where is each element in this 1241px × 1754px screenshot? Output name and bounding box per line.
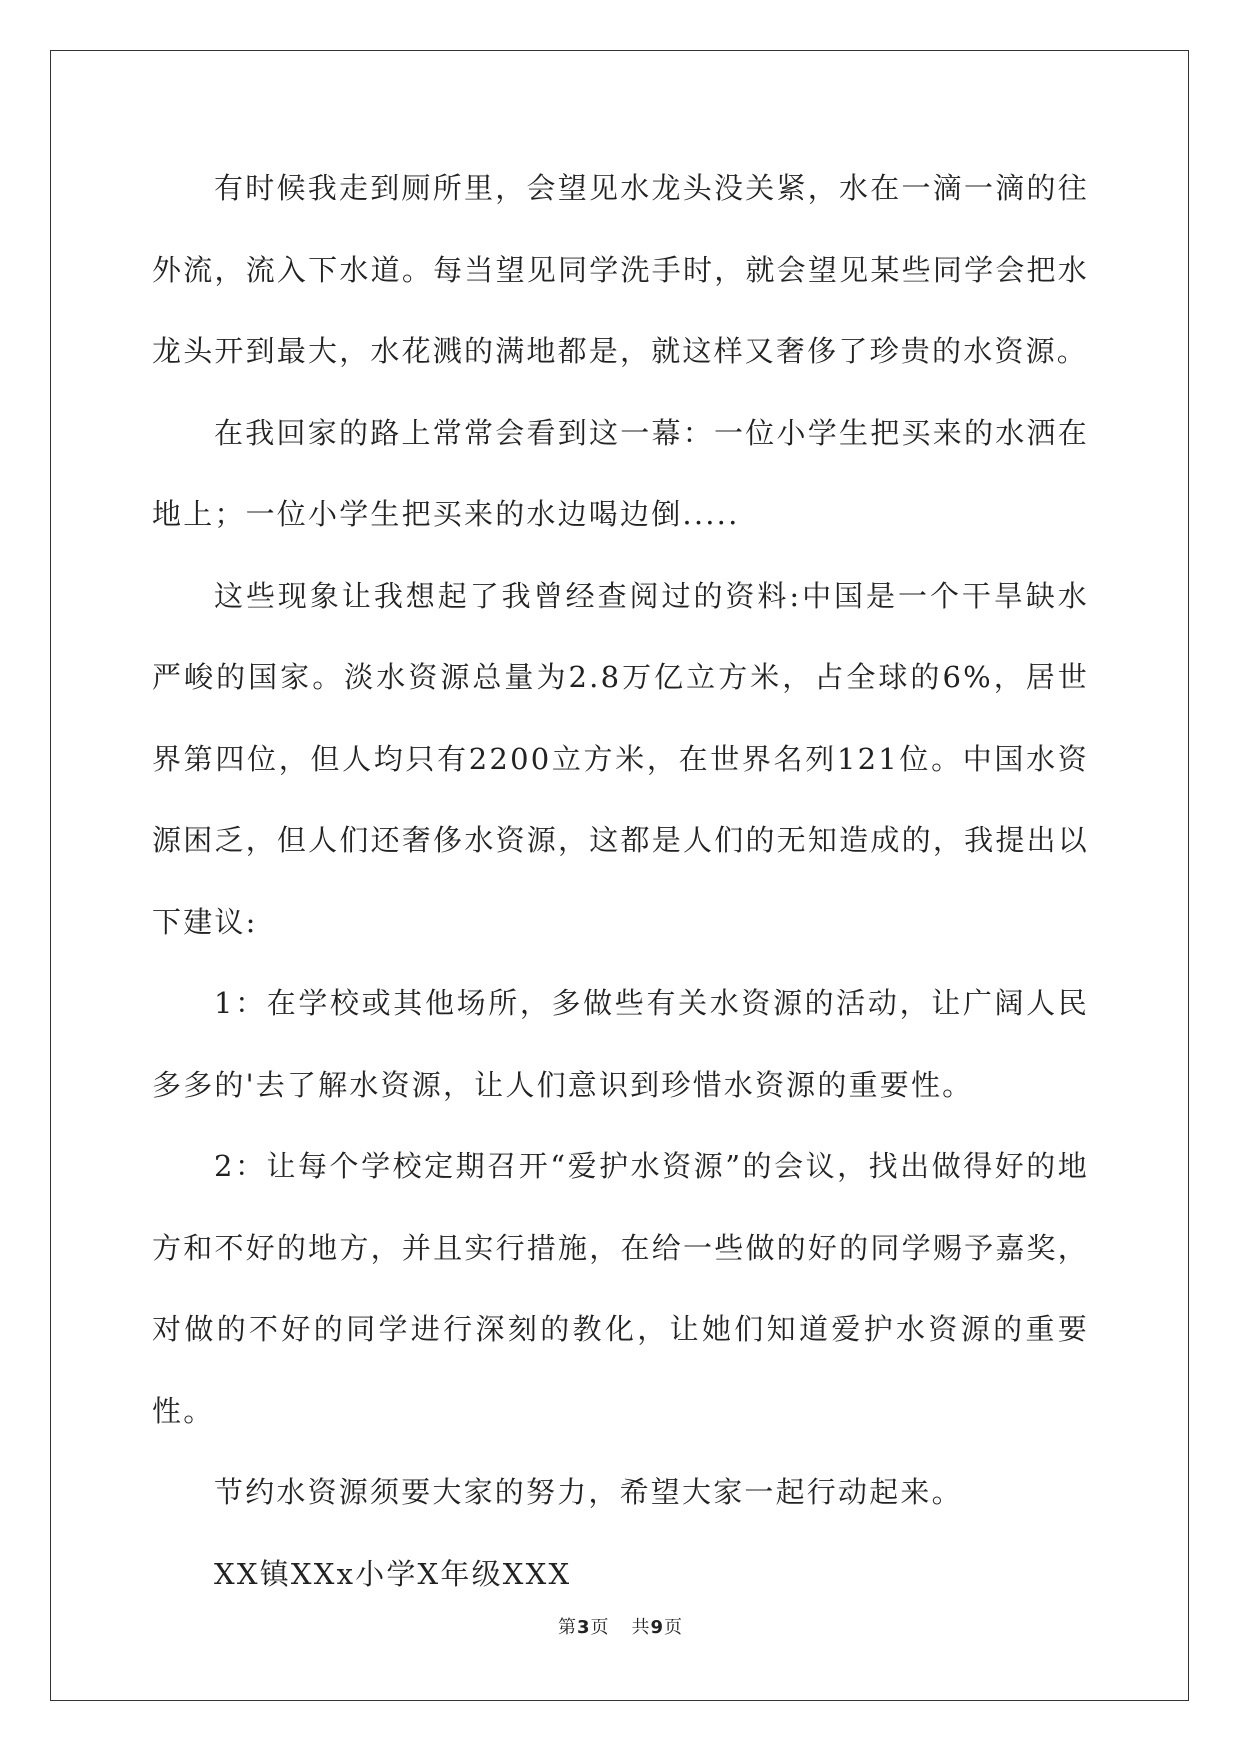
paragraph-suggestion-2: 2：让每个学校定期召开“爱护水资源”的会议，找出做得好的地方和不好的地方，并且实行措施，在给一些做的好的同学赐予嘉奖，对做的不好的同学进行深刻的教化，让她们知道爱护水资源的重要性。: [152, 1149, 1089, 1428]
paragraph-suggestion-1: 1：在学校或其他场所，多做些有关水资源的活动，让广阔人民多多的'去了解水资源，让人们意识到珍惜水资源的重要性。: [152, 986, 1089, 1102]
paragraph-closing: 节约水资源须要大家的努力，希望大家一起行动起来。: [214, 1475, 963, 1509]
footer-page-current: 3: [576, 1617, 591, 1638]
paragraph-signature: XX镇XXx小学X年级XXX: [214, 1556, 572, 1591]
footer-total-suffix: 页: [664, 1617, 684, 1638]
document-body: [152, 148, 1089, 1615]
footer-page-total: 9: [650, 1617, 665, 1638]
footer-total-prefix: 共: [631, 1617, 651, 1638]
paragraph-road: 在我回家的路上常常会看到这一幕：一位小学生把买来的水洒在地上；一位小学生把买来的水边喝边倒.....: [152, 415, 1089, 531]
page-footer: [0, 1613, 1241, 1639]
paragraph-faucet: 有时候我走到厕所里，会望见水龙头没关紧，水在一滴一滴的往外流，流入下水道。每当望见同学洗手时，就会望见某些同学会把水龙头开到最大，水花溅的满地都是，就这样又奢侈了珍贵的水资源。: [152, 171, 1089, 368]
footer-page-suffix: 页: [590, 1617, 610, 1638]
footer-page-prefix: 第: [557, 1617, 577, 1638]
paragraph-facts: 这些现象让我想起了我曾经查阅过的资料:中国是一个干旱缺水严峻的国家。淡水资源总量为2.8万亿立方米，占全球的6%，居世界第四位，但人均只有2200立方米，在世界名列121位。中国水资源困乏，但人们还奢侈水资源，这都是人们的无知造成的，我提出以下建议:: [152, 578, 1089, 939]
